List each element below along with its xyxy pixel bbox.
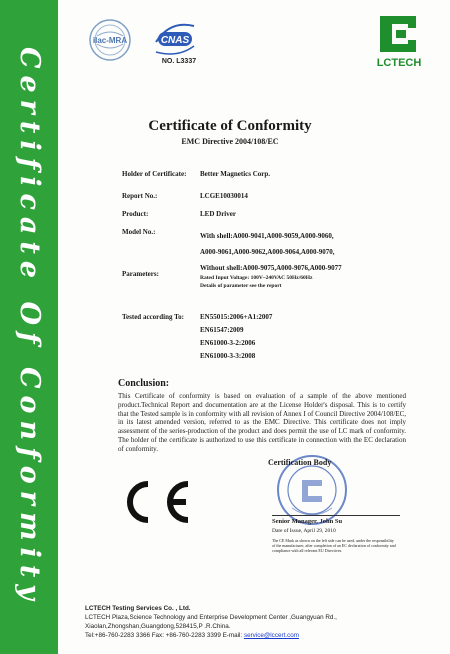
conclusion-heading: Conclusion: <box>118 378 170 389</box>
product-value: LED Driver <box>200 210 236 218</box>
signer-name: Senior Manager, John Su <box>272 518 343 525</box>
parameters-label: Parameters: <box>122 270 159 278</box>
signature-line <box>272 515 400 516</box>
footer-contact <box>85 631 440 640</box>
conclusion-text: This Certificate of conformity is based on evaluation of a sample of the above mentioned product.Technical Report and documentation are at the License Holder's disposal. This is to certify that the Tested sample is in conformity with all revision of Annex I of Council Directive 2004/108/EC, in its latest amended version, referred to as the EMC Directive. This certificate does not imply assessment of the series-production of the product and does permit the use of LC mark of conformity. The holder of the certificate is authorized to use this certificate in connection with the EC declaration of conformity. <box>118 392 406 453</box>
issue-date: Date of Issue, April 29, 2010 <box>272 528 336 534</box>
model-line: With shell:A000-9041,A000-9059,A000-9060, <box>200 232 334 240</box>
parameters-line: Details of parameter see the report <box>200 283 282 289</box>
model-line: A000-9061,A000-9062,A000-9064,A000-9070, <box>200 248 335 256</box>
ilac-mra-logo-icon <box>88 18 132 62</box>
ce-mark-icon <box>118 478 196 526</box>
lctech-logo-icon <box>378 14 418 54</box>
green-sidebar <box>0 0 58 654</box>
svg-text:ilac-MRA: ilac-MRA <box>92 36 128 45</box>
holder-value: Better Magnetics Corp. <box>200 170 271 178</box>
footer-email-link[interactable]: service@lccert.com <box>243 632 299 639</box>
footer-contact-text: Tel:+86-760-2283 3366 Fax: +86-760-2283 3399 E-mail: <box>85 632 243 639</box>
footer-company: LCTECH Testing Services Co. , Ltd. <box>85 605 191 612</box>
svg-text:CNAS: CNAS <box>160 35 190 46</box>
certificate-title: Certificate of Conformity <box>148 118 312 134</box>
ce-mark-note: The CE Mark as shown on the left side can be used, under the responsibility of the manufacturer, after completion of an EC declaration of conformity and compliance with all relevant EU Directives. <box>272 538 396 553</box>
footer-address-1: LCTECH Plaza,Science Technology and Enterprise Development Center ,Guangyuan Rd., <box>85 614 337 621</box>
certificate-subtitle: EMC Directive 2004/108/EC <box>181 137 279 146</box>
standard-item: EN61000-3-3:2008 <box>200 352 256 360</box>
product-label: Product: <box>122 210 149 218</box>
cnas-logo-icon <box>150 18 200 58</box>
standard-item: EN55015:2006+A1:2007 <box>200 313 273 321</box>
certification-body-label: Certification Body <box>268 458 332 467</box>
lctech-logo-text: LCTECH <box>376 57 422 69</box>
model-line: Without shell:A000-9075,A000-9076,A000-9077 <box>200 264 342 272</box>
report-value: LCGE10030014 <box>200 192 248 200</box>
holder-label: Holder of Certificate: <box>122 170 187 178</box>
model-label: Model No.: <box>122 228 156 236</box>
standard-item: EN61000-3-2:2006 <box>200 339 256 347</box>
report-label: Report No.: <box>122 192 158 200</box>
footer-address-2: Xiaolan,Zhongshan,Guangdong,528415,P .R.China. <box>85 623 231 630</box>
sidebar-title: Certificate Of Conformity <box>14 47 45 607</box>
standard-item: EN61547:2009 <box>200 326 244 334</box>
cnas-number: NO. L3337 <box>161 58 197 65</box>
footer <box>85 604 440 640</box>
parameters-line: Rated Input Voltage: 100V~240VAC 50Hz/60Hz <box>200 275 313 281</box>
tested-label: Tested according To: <box>122 313 184 321</box>
